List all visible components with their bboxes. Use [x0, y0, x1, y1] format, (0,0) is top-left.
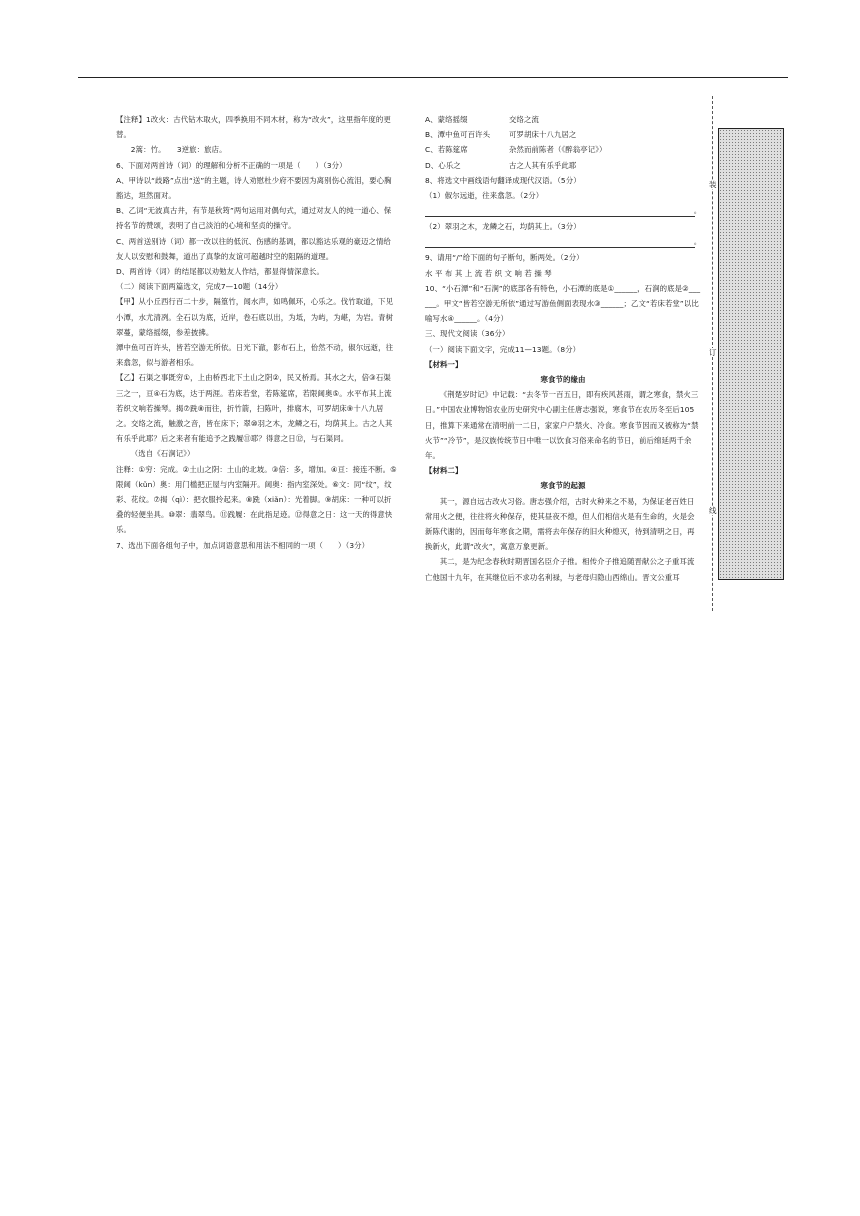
left-line: B、乙词“无波真古井，有节是秋筠”两句运用对偶句式，通过对友人的纯一道心、保持名节的赞颂，表明了自己淡泊的心境和坚贞的操守。	[116, 206, 392, 231]
left-line: 注释：①穷：完成。②土山之阴：土山的北坡。③倍：多，增加。④亘：接连不断。⑤限阃（kǔn）奥：用门槛把正屋与内室隔开。阃奥：指内室深处。⑥文：同“纹”，纹彩、花纹。⑦揭（qì）：把衣服拎起来。⑧跣（xiǎn）：光着脚。⑨胡床：一种可以折叠的轻便坐具。⑩翠：翡翠鸟。⑪践履：在此指足迹。⑫得意之日：这一天的得意快乐。	[116, 464, 397, 535]
section-3-heading: 三、现代文阅读（36分）	[425, 329, 510, 339]
left-line: 2篙：竹。 3逆旅：旅店。	[130, 145, 227, 155]
left-line: C、两首送别诗（词）都一改以往的低沉、伤感的基调，都以豁达乐观的豪迈之情给友人以安慰和鼓舞，道出了真挚的友谊可超越时空的阻隔的道理。	[116, 236, 391, 261]
q7-option-a-text: D、心乐之	[425, 160, 461, 170]
material-1-label: 【材料一】	[425, 359, 463, 369]
q7-option[interactable]	[425, 142, 701, 157]
q8-sub1: （1）俶尔远逝，往来翕忽。（2分）	[425, 191, 544, 201]
left-line: 【注释】1改火：古代钻木取火，四季换用不同木材，称为“改火”，这里指年度的更替。	[116, 115, 391, 140]
q8-sub2: （2）翠羽之木，龙鳞之石，均荫其上。（3分）	[425, 222, 581, 232]
header-rule	[78, 77, 788, 78]
material-2-title: 寒食节的起源	[540, 481, 586, 491]
right-column	[425, 112, 701, 585]
q7-option-b-text: 古之人其有乐乎此耶	[509, 160, 577, 170]
q7-option-b-text: 可罗胡床十八九居之	[509, 130, 577, 140]
left-line: 7、选出下面各组句子中，加点词语意思和用法不相同的一项（ ）（3分）	[116, 540, 370, 550]
q7-option[interactable]	[425, 127, 701, 142]
material-2-label: 【材料二】	[425, 466, 463, 476]
left-line: A、甲诗以“歧路”点出“送”的主题，诗人劝慰杜少府不要因为离别伤心流泪，要心胸豁达，坦然面对。	[116, 175, 392, 201]
q7-option-b-text: 杂然而前陈者（《醉翁亭记》）	[509, 145, 607, 155]
q9-prompt: 9、请用“/”给下面的句子断句，断两处。（2分）	[425, 253, 584, 263]
left-line: 潭中鱼可百许头，皆若空游无所依。日光下澈，影布石上，佁然不动，俶尔远逝，往来翕忽，似与游者相乐。	[116, 343, 394, 368]
q9-sentence: 水 平 布 其 上 流 若 织 文 响 若 操 琴	[425, 268, 552, 278]
left-line: 【乙】石渠之事既穷①，上由桥西北下土山之阴②，民又桥焉。其水之大，倍③石渠三之一，亘④石为底，达于两涯。若床若堂，若陈筵席，若限阃奥⑤。水平布其上流若织文响若操琴。揭⑦跣⑧而往，折竹箭，扫陈叶，排腐木，可罗胡床⑨十八九居之。交络之流，触激之音，皆在床下；翠⑩羽之木，龙鳞之石，均荫其上。古之人其有乐乎此耶？后之来者有能追予之践履⑪耶？得意之日⑫，与石渠同。	[116, 373, 393, 444]
q7-option[interactable]	[425, 112, 701, 127]
section-3-1-heading: （一）阅读下面文字，完成11—13题。（8分）	[425, 344, 581, 354]
material-1-title: 寒食节的缘由	[540, 375, 586, 385]
period-1: 。	[693, 207, 701, 216]
q7-option-a-text: C、若陈筵席	[425, 145, 468, 155]
shaded-binding-box	[718, 128, 784, 580]
binding-label-ding: 订	[709, 348, 717, 357]
material-2-para-1: 其一，源自远古改火习俗。唐志强介绍，古时火种来之不易，为保证老百姓日常用火之便，往往将火种保存，使其昼夜不熄，但人们相信火是有生命的，火是会新陈代谢的，因而每年寒食之期，需将去年保存的旧火种熄灭，待到清明之日，再换新火，此谓“改火”，寓意万象更新。	[425, 496, 695, 552]
left-line: （选自《石涧记》）	[130, 449, 195, 459]
left-line: 6、下面对两首诗（词）的理解和分析不正确的一项是（ ）（3分）	[116, 160, 347, 170]
left-line: D、两首诗（词）的结尾都以劝勉友人作结，都显得情深意长。	[116, 267, 325, 277]
answer-line-2[interactable]	[425, 234, 701, 248]
material-1-body: 《荆楚岁时记》中记载：“去冬节一百五日，即有疾风甚雨，谓之寒食，禁火三日。”中国农业博物馆农业历史研究中心副主任唐志强说，寒食节在农历冬至后105日，推算下来通常在清明前一二日，家家户户禁火、冷食。寒食节因而又被称为“禁火节”“冷节”，是汉族传统节日中唯一以饮食习俗来命名的节日，前后绵延两千余年。	[425, 390, 699, 461]
binding-label-xian: 线	[709, 506, 717, 515]
q10-prompt: 10、“小石潭”和“石涧”的底部各有特色，小石潭的底是①______，石涧的底是②______。甲文“皆若空游无所依”通过写游鱼侧面表现水③______；乙文“若床若堂”以比喻写水④______。（4分）	[425, 283, 701, 324]
q7-option-b-text: 交络之流	[509, 115, 539, 124]
q7-option-a-text: B、潭中鱼可百许头	[425, 130, 491, 140]
q8-prompt: 8、将选文中画线语句翻译成现代汉语。（5分）	[425, 175, 581, 185]
left-column	[116, 112, 398, 553]
q7-options	[425, 112, 701, 173]
left-line: （二）阅读下面两篇选文，完成7—10题（14分）	[116, 282, 283, 292]
period-2: 。	[693, 238, 701, 247]
answer-line-1[interactable]	[425, 203, 701, 217]
left-line: 【甲】从小丘西行百二十步，隔篁竹，闻水声，如鸣佩环，心乐之。伐竹取道，下见小潭，水尤清冽。全石以为底，近岸，卷石底以出，为坻，为屿，为嵁，为岩。青树翠蔓，蒙络摇缀，参差披拂。	[116, 297, 394, 337]
binding-label-zhuang: 装	[709, 180, 717, 189]
q7-option[interactable]	[425, 158, 701, 173]
q7-option-a-text: A、蒙络摇缀	[425, 115, 468, 124]
left-text-block	[116, 112, 398, 553]
material-2-para-2: 其二，是为纪念春秋时期晋国名臣介子推。相传介子推追随晋献公之子重耳流亡他国十九年，在其继位后不求功名利禄，与老母归隐山西绵山。晋文公重耳	[425, 557, 695, 582]
